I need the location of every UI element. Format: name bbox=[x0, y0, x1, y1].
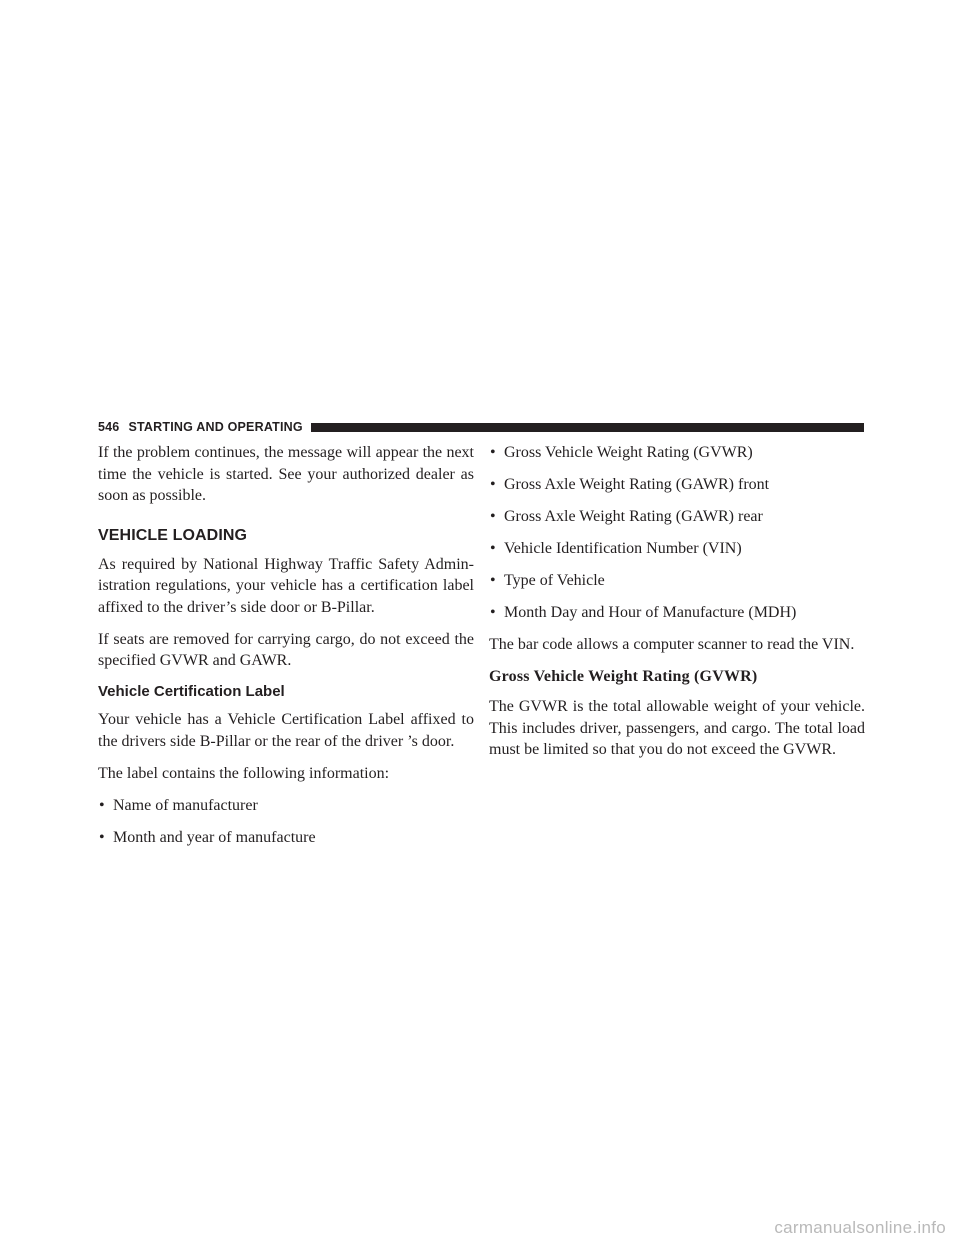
list-item: • Gross Axle Weight Rating (GAWR) front bbox=[489, 474, 865, 496]
list-item: • Vehicle Identification Number (VIN) bbox=[489, 538, 865, 560]
intro-paragraph: If the problem continues, the message will appear the next time the vehicle is started. See your authorized dealer as soon as possible. bbox=[98, 444, 474, 504]
cert-paragraph-1: Your vehicle has a Vehicle Certification Label affixed to the drivers side B-Pillar or the rear of the driver ’s door. bbox=[98, 711, 474, 750]
list-item: • Gross Vehicle Weight Rating (GVWR) bbox=[489, 442, 865, 464]
right-bullet-list bbox=[489, 442, 865, 624]
header-rule bbox=[311, 423, 864, 432]
list-item: • Name of manufacturer bbox=[98, 795, 474, 817]
vehicle-loading-heading: VEHICLE LOADING bbox=[98, 526, 248, 544]
gvwr-heading: Gross Vehicle Weight Rating (GVWR) bbox=[489, 668, 758, 685]
section-title: STARTING AND OPERATING bbox=[128, 420, 303, 434]
list-item: • Gross Axle Weight Rating (GAWR) rear bbox=[489, 506, 865, 528]
list-item: • Type of Vehicle bbox=[489, 570, 865, 592]
barcode-paragraph: The bar code allows a computer scanner to read the VIN. bbox=[489, 636, 855, 653]
list-item: • Month Day and Hour of Manufacture (MDH) bbox=[489, 602, 865, 624]
cert-label-heading: Vehicle Certification Label bbox=[98, 683, 285, 700]
gvwr-paragraph: The GVWR is the total allowable weight of your vehicle. This includes driver, passengers, and cargo. The total load must be limited so that you do not exceed the GVWR. bbox=[489, 698, 865, 758]
right-column bbox=[489, 442, 865, 771]
watermark: carmanualsonline.info bbox=[774, 1218, 946, 1237]
left-bullet-list bbox=[98, 795, 474, 849]
left-column bbox=[98, 442, 474, 859]
page-header bbox=[98, 419, 864, 435]
loading-paragraph-1: As required by National Highway Traffic Safety Admin-istration regulations, your vehicle has a certification label affixed to the driver’s side door or B-Pillar. bbox=[98, 555, 474, 616]
loading-paragraph-2: If seats are removed for carrying cargo, do not exceed the specified GVWR and GAWR. bbox=[98, 630, 474, 669]
page-number: 546 bbox=[98, 420, 120, 434]
cert-paragraph-2: The label contains the following information: bbox=[98, 764, 390, 782]
list-item: • Month and year of manufacture bbox=[98, 827, 474, 849]
